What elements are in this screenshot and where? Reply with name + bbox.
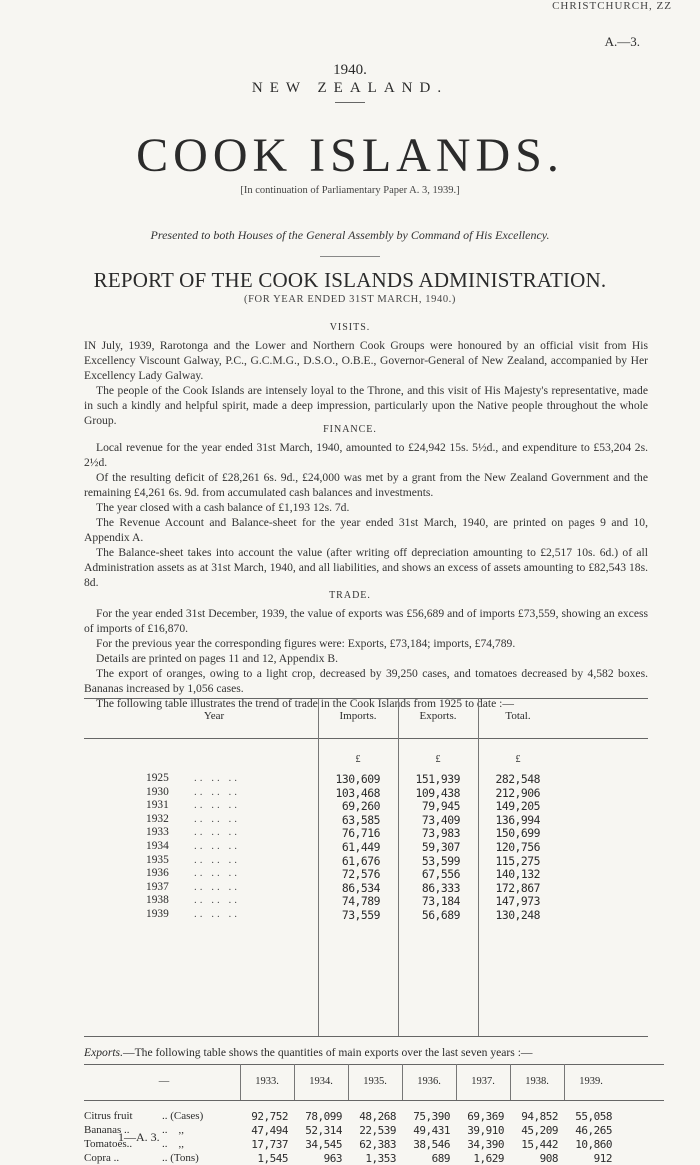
export-value: 908 bbox=[539, 1152, 558, 1165]
trade-row-year: 1925 bbox=[146, 772, 169, 784]
trade-row-imports: 69,260 bbox=[341, 799, 380, 814]
trade-row-exports: 73,983 bbox=[421, 826, 460, 841]
export-value: 15,442 bbox=[521, 1138, 558, 1151]
leader-dots: .. .. .. bbox=[194, 880, 240, 893]
column-header-year: 1935. bbox=[363, 1076, 387, 1087]
trade-row-exports: 79,945 bbox=[421, 799, 460, 814]
column-header-year: 1939. bbox=[579, 1076, 603, 1087]
export-value: 963 bbox=[323, 1152, 342, 1165]
currency-imports: £ bbox=[355, 754, 361, 765]
trade-row-imports: 72,576 bbox=[341, 867, 380, 882]
trade-row-exports: 151,939 bbox=[415, 772, 460, 786]
currency-exports: £ bbox=[435, 754, 441, 765]
divider-rule bbox=[335, 102, 365, 103]
country-heading: NEW ZEALAND. bbox=[251, 80, 449, 96]
presented-note: Presented to both Houses of the General Assembly by Command of His Excellency. bbox=[150, 228, 550, 242]
table-rule bbox=[84, 1036, 648, 1037]
column-header-year: 1934. bbox=[309, 1076, 333, 1087]
trade-row-total: 136,994 bbox=[495, 812, 540, 827]
trade-row-imports: 61,449 bbox=[341, 840, 380, 854]
column-header-exports: Exports. bbox=[419, 710, 457, 722]
column-header-imports: Imports. bbox=[339, 710, 377, 722]
column-header-year: 1936. bbox=[417, 1076, 441, 1087]
export-item-unit: .. ,, bbox=[162, 1138, 184, 1150]
continuation-note: [In continuation of Parliamentary Paper A. 3, 1939.] bbox=[240, 185, 460, 196]
export-value: 1,545 bbox=[257, 1152, 288, 1165]
export-value: 92,752 bbox=[251, 1110, 288, 1123]
trade-paragraph-1: For the year ended 31st December, 1939, the value of exports was £56,689 and of imports £73,559, showing an excess of imports of £16,870. bbox=[84, 607, 648, 635]
export-value: 49,431 bbox=[413, 1124, 450, 1137]
export-value: 34,390 bbox=[467, 1138, 504, 1151]
trade-row-year: 1937 bbox=[146, 880, 169, 893]
column-header-total: Total. bbox=[505, 710, 531, 722]
trade-row-exports: 109,438 bbox=[415, 785, 460, 800]
trade-trend-table bbox=[84, 698, 648, 1038]
corner-text: CHRISTCHURCH, ZZ bbox=[552, 0, 672, 12]
trade-row-total: 282,548 bbox=[495, 772, 540, 786]
finance-paragraph-3: The year closed with a cash balance of £1,193 12s. 7d. bbox=[96, 501, 350, 514]
trade-row-total: 147,973 bbox=[495, 894, 540, 909]
footer-reference: 1—A. 3. bbox=[118, 1130, 160, 1144]
trade-section bbox=[84, 606, 648, 711]
export-value: 55,058 bbox=[575, 1110, 612, 1123]
export-value: 78,099 bbox=[305, 1110, 342, 1123]
trade-row-total: 140,132 bbox=[495, 867, 540, 882]
exports-intro-text: —The following table shows the quantities of main exports over the last seven years :— bbox=[122, 1046, 533, 1059]
export-value: 48,268 bbox=[359, 1110, 396, 1123]
trade-row-year: 1930 bbox=[146, 785, 169, 798]
table-rule bbox=[84, 1064, 664, 1065]
trade-row-imports: 130,609 bbox=[335, 772, 380, 786]
trade-row-exports: 56,689 bbox=[421, 908, 460, 922]
paper-reference: A.—3. bbox=[604, 34, 640, 49]
trade-row-imports: 86,534 bbox=[341, 880, 380, 895]
trade-row-exports: 53,599 bbox=[421, 853, 460, 868]
export-value: 1,353 bbox=[365, 1152, 396, 1165]
visits-paragraph-1: IN July, 1939, Rarotonga and the Lower and Northern Cook Groups were honoured by an official visit from His Excellency Viscount Galway, P.C., G.C.M.G., D.S.O., O.B.E., Governor-General of New Zealand, accompanied by Her Excellency Lady Galway. bbox=[84, 339, 648, 382]
trade-row-imports: 76,716 bbox=[341, 826, 380, 841]
trade-paragraph-3: Details are printed on pages 11 and 12, Appendix B. bbox=[96, 652, 339, 665]
trade-paragraph-5: The following table illustrates the trend of trade in the Cook Islands from 1925 to date :— bbox=[96, 697, 514, 710]
column-header-blank: — bbox=[158, 1076, 170, 1087]
export-value: 52,314 bbox=[305, 1124, 342, 1137]
trade-row-total: 120,756 bbox=[495, 840, 540, 854]
export-item-label: Copra .. bbox=[84, 1152, 120, 1164]
export-value: 46,265 bbox=[575, 1124, 612, 1137]
trade-paragraph-2: For the previous year the corresponding figures were: Exports, £73,184; imports, £74,789. bbox=[96, 637, 516, 650]
trade-row-year: 1934 bbox=[146, 840, 169, 852]
trade-row-imports: 103,468 bbox=[335, 785, 380, 800]
trade-row-total: 115,275 bbox=[495, 853, 540, 868]
trade-row-year: 1938 bbox=[146, 894, 169, 907]
leader-dots: .. .. .. bbox=[194, 867, 240, 880]
leader-dots: .. .. .. bbox=[194, 799, 240, 812]
finance-paragraph-1: Local revenue for the year ended 31st March, 1940, amounted to £24,942 15s. 5½d., and expenditure to £53,204 2s. 2½d. bbox=[84, 441, 648, 469]
trade-paragraph-4: The export of oranges, owing to a light crop, decreased by 39,250 cases, and tomatoes decreased by 4,582 boxes. Bananas increased by 1,056 cases. bbox=[84, 667, 648, 695]
export-value: 689 bbox=[431, 1152, 450, 1165]
page-title: COOK ISLANDS. bbox=[136, 129, 564, 182]
trade-row-year: 1939 bbox=[146, 908, 169, 920]
trade-row-year: 1931 bbox=[146, 799, 169, 812]
trade-row-imports: 74,789 bbox=[341, 894, 380, 909]
section-heading-finance: FINANCE. bbox=[323, 424, 377, 435]
currency-total: £ bbox=[515, 754, 521, 765]
section-heading-trade: TRADE. bbox=[329, 590, 371, 601]
leader-dots: .. .. .. bbox=[194, 894, 240, 907]
leader-dots: .. .. .. bbox=[194, 908, 240, 920]
trade-row-year: 1935 bbox=[146, 853, 169, 866]
export-value: 912 bbox=[593, 1152, 612, 1165]
finance-paragraph-4: The Revenue Account and Balance-sheet for the year ended 31st March, 1940, are printed on pages 9 and 10, Appendix A. bbox=[84, 516, 648, 544]
export-value: 69,369 bbox=[467, 1110, 504, 1123]
leader-dots: .. .. .. bbox=[194, 826, 240, 839]
export-value: 34,545 bbox=[305, 1138, 342, 1151]
column-header-year: 1937. bbox=[471, 1076, 495, 1087]
trade-row-year: 1932 bbox=[146, 812, 169, 825]
trade-row-exports: 59,307 bbox=[421, 840, 460, 854]
export-item-unit: .. ,, bbox=[162, 1124, 184, 1136]
visits-section bbox=[84, 338, 648, 428]
export-item-label: Citrus fruit bbox=[84, 1110, 133, 1122]
export-value: 39,910 bbox=[467, 1124, 504, 1137]
export-item-unit: .. (Cases) bbox=[162, 1110, 204, 1122]
export-value: 17,737 bbox=[251, 1138, 288, 1151]
year-heading: 1940. bbox=[333, 62, 367, 78]
leader-dots: .. .. .. bbox=[194, 812, 240, 825]
table-rule bbox=[84, 698, 648, 699]
divider-rule bbox=[320, 256, 380, 257]
export-value: 1,629 bbox=[473, 1152, 504, 1165]
trade-row-exports: 67,556 bbox=[421, 867, 460, 882]
column-header-year: Year bbox=[203, 710, 225, 722]
trade-row-year: 1936 bbox=[146, 867, 169, 880]
column-header-year: 1933. bbox=[255, 1076, 279, 1087]
export-value: 10,860 bbox=[575, 1138, 612, 1151]
export-value: 94,852 bbox=[521, 1110, 558, 1123]
exports-intro bbox=[84, 1046, 664, 1059]
export-value: 38,546 bbox=[413, 1138, 450, 1151]
report-title: REPORT OF THE COOK ISLANDS ADMINISTRATION. bbox=[93, 268, 607, 292]
trade-row-total: 150,699 bbox=[495, 826, 540, 841]
trade-row-total: 149,205 bbox=[495, 799, 540, 814]
finance-section bbox=[84, 440, 648, 590]
trade-row-exports: 73,409 bbox=[421, 812, 460, 827]
section-heading-visits: VISITS. bbox=[329, 322, 371, 333]
export-value: 47,494 bbox=[251, 1124, 288, 1137]
leader-dots: .. .. .. bbox=[194, 853, 240, 866]
trade-row-total: 212,906 bbox=[495, 785, 540, 800]
export-value: 62,383 bbox=[359, 1138, 396, 1151]
trade-row-imports: 73,559 bbox=[341, 908, 380, 922]
trade-row-exports: 73,184 bbox=[421, 894, 460, 909]
leader-dots: .. .. .. bbox=[194, 785, 240, 798]
visits-paragraph-2: The people of the Cook Islands are intensely loyal to the Throne, and this visit of His Majesty's representative, made in such a kindly and helpful spirit, made a deep impression, particularly upon the Native people throughout the whole Group. bbox=[84, 384, 648, 427]
trade-row-total: 172,867 bbox=[495, 880, 540, 895]
report-period: (FOR YEAR ENDED 31ST MARCH, 1940.) bbox=[243, 294, 457, 305]
trade-row-imports: 63,585 bbox=[341, 812, 380, 827]
export-value: 45,209 bbox=[521, 1124, 558, 1137]
trade-row-total: 130,248 bbox=[495, 908, 540, 922]
export-value: 75,390 bbox=[413, 1110, 450, 1123]
trade-row-year: 1933 bbox=[146, 826, 169, 839]
trade-row-imports: 61,676 bbox=[341, 853, 380, 868]
finance-paragraph-2: Of the resulting deficit of £28,261 6s. 9d., £24,000 was met by a grant from the New Zealand Government and the remaining £4,261 6s. 9d. from accumulated cash balances and investments. bbox=[84, 471, 648, 499]
export-value: 22,539 bbox=[359, 1124, 396, 1137]
table-rule bbox=[84, 1100, 664, 1101]
leader-dots: .. .. .. bbox=[194, 840, 240, 852]
export-item-label: Bananas .. bbox=[84, 1124, 130, 1136]
trade-row-exports: 86,333 bbox=[421, 880, 460, 895]
export-item-unit: .. (Tons) bbox=[162, 1152, 199, 1164]
leader-dots: .. .. .. bbox=[194, 772, 240, 784]
exports-label: Exports. bbox=[84, 1046, 123, 1059]
table-rule bbox=[84, 738, 648, 739]
export-item-label: Tomatoes.. bbox=[84, 1138, 133, 1150]
finance-paragraph-5: The Balance-sheet takes into account the value (after writing off depreciation amounting to £2,517 10s. 6d.) of all Administration assets as at 31st March, 1940, and all liabilities, and shows an excess of assets amounting to £82,543 18s. 8d. bbox=[84, 546, 648, 589]
column-header-year: 1938. bbox=[525, 1076, 549, 1087]
